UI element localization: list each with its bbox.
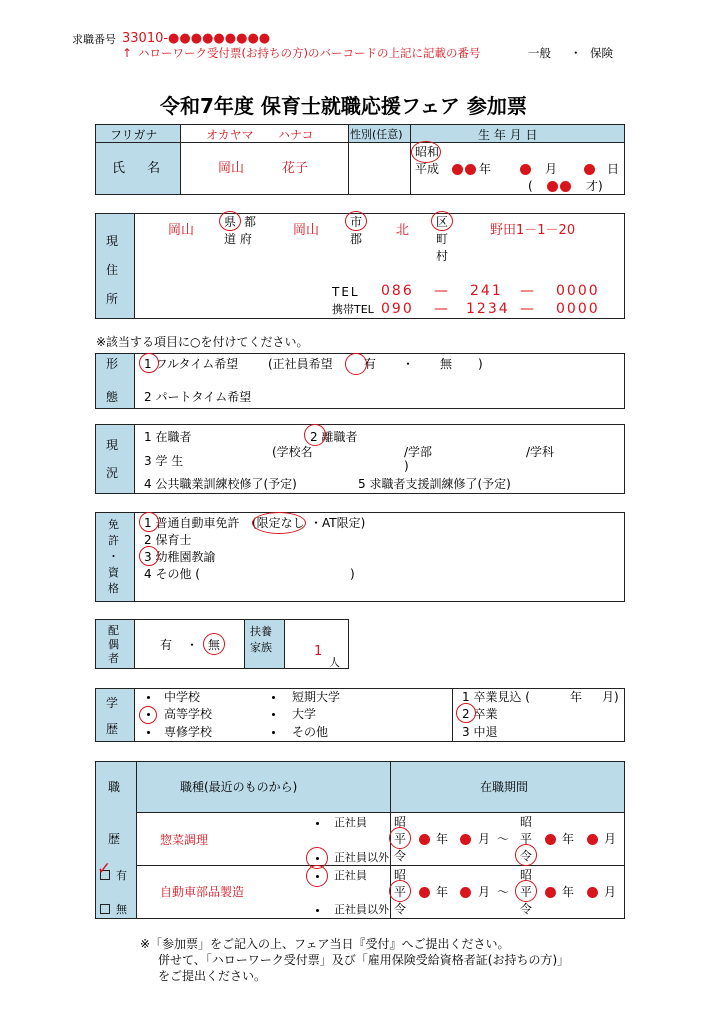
job-1-name: 惣菜調理	[160, 833, 209, 847]
edu-label-2: 歴	[106, 722, 119, 736]
dob-day-unit: 日	[607, 162, 620, 176]
license-label-5: 格	[108, 582, 119, 595]
job-2-non-regular: 正社員以外	[334, 903, 389, 916]
tel-part-1: 086	[381, 283, 414, 299]
dob-label: 生 年 月 日	[478, 128, 538, 142]
edu-school-6: その他	[292, 725, 329, 739]
form-label-2: 態	[106, 390, 119, 404]
work-label-1: 職	[108, 780, 121, 794]
edu-month: 月)	[602, 690, 619, 704]
license-at: ・AT限定)	[310, 516, 366, 530]
status-school: (学校名	[272, 445, 313, 459]
job-2-end-showa: 昭	[520, 868, 533, 882]
license-opt1: 1 普通自動車免許	[144, 516, 240, 530]
up-arrow-icon: ↑	[122, 46, 133, 60]
pref-dofu: 道 府	[224, 232, 252, 246]
job-1-start-year: 年	[436, 832, 449, 846]
regular-yes: 有	[364, 357, 377, 371]
job-1-end-month: 月	[604, 832, 617, 846]
tel-dash-2: —	[520, 283, 534, 299]
license-opt4-close: )	[350, 567, 355, 581]
name-label: 氏 名	[112, 161, 161, 176]
address-street: 野田1－1－20	[490, 223, 576, 238]
work-none-checkbox[interactable]	[100, 904, 110, 914]
mobile-part-1: 090	[381, 301, 414, 317]
pref-ken: 県	[224, 215, 237, 229]
address-city: 岡山	[293, 223, 320, 238]
footer-line-1: ※「参加票」をご記入の上、フェア当日『受付』へご提出ください。	[140, 937, 510, 951]
footer-line-2: 併せて、「ハローワーク受付票」及び「雇用保険受給資格者証(お持ちの方)」	[158, 953, 570, 967]
job-seeker-id-value: 33010-●●●●●●●●●	[122, 31, 271, 46]
edu-school-1: 中学校	[164, 690, 201, 704]
job-type-header: 職種(最近のものから)	[180, 780, 298, 794]
job-1-start-month: 月	[478, 832, 491, 846]
status-opt3: 3 学 生	[144, 454, 184, 468]
job-2-end-reiwa: 令	[520, 902, 533, 916]
footer-line-3: をご提出ください。	[158, 969, 267, 983]
edu-school-2: 高等学校	[164, 707, 213, 721]
address-prefecture: 岡山	[168, 223, 195, 238]
tel-dash-1: —	[434, 283, 448, 299]
status-close: )	[404, 459, 409, 473]
mobile-part-2: 1234	[466, 301, 510, 317]
dependents-label-1: 扶養	[250, 625, 272, 638]
edu-status-1: 1 卒業見込 (	[462, 690, 530, 704]
period-header: 在職期間	[480, 780, 529, 794]
spouse-yes: 有	[160, 638, 173, 652]
license-opt2: 2 保育士	[144, 533, 192, 547]
license-label-1: 免	[108, 518, 119, 531]
job-1-regular: 正社員	[334, 816, 367, 829]
spouse-label-1: 配	[108, 624, 119, 637]
job-2-start-heisei: 平	[394, 885, 407, 899]
dependents-label-2: 家族	[250, 641, 272, 654]
type-separator: ・	[570, 46, 582, 60]
edu-year: 年	[570, 690, 583, 704]
edu-status-2: 2 卒業	[462, 707, 498, 721]
ward-mura: 村	[436, 249, 449, 263]
dob-month-unit: 月	[545, 162, 558, 176]
tel-part-2: 241	[470, 283, 503, 299]
address-label-1: 現	[106, 234, 119, 248]
job-1-non-regular: 正社員以外	[334, 851, 389, 864]
tel-part-3: 0000	[556, 283, 600, 299]
status-dept: /学科	[526, 445, 555, 459]
regular-dot: ・	[402, 357, 415, 371]
work-label-2: 歴	[108, 832, 121, 846]
form-opt1: 1 フルタイム希望	[144, 357, 239, 371]
work-has-checkmark: ✓	[97, 859, 112, 879]
mobile-dash-2: —	[520, 301, 534, 317]
address-ward: 北	[396, 223, 410, 238]
edu-school-3: 専修学校	[164, 725, 213, 739]
status-label-2: 況	[106, 466, 119, 480]
family-name: 岡山	[218, 161, 245, 176]
job-2-regular: 正社員	[334, 869, 367, 882]
address-label-2: 住	[106, 263, 119, 277]
status-label-1: 現	[106, 438, 119, 452]
era-heisei: 平成	[415, 162, 440, 176]
spouse-dot: ・	[186, 638, 199, 652]
edu-school-4: 短期大学	[292, 690, 341, 704]
gender-label: 性別(任意)	[350, 128, 403, 141]
id-note: ハローワーク受付票(お持ちの方)のバーコードの上記に記載の番号	[138, 46, 481, 60]
license-label-4: 資	[108, 566, 119, 579]
job-2-name: 自動車部品製造	[160, 885, 245, 899]
city-gun: 郡	[350, 232, 363, 246]
form-opt2: 2 パートタイム希望	[144, 390, 252, 404]
job-1-end-showa: 昭	[520, 815, 533, 829]
job-1-end-year: 年	[562, 832, 575, 846]
job-1-end-heisei: 平	[520, 832, 533, 846]
edu-status-3: 3 中退	[462, 725, 498, 739]
form-label-1: 形	[106, 357, 119, 371]
license-label-2: 許	[108, 534, 119, 547]
edu-school-5: 大学	[292, 707, 317, 721]
job-1-tilde: ～	[497, 832, 510, 846]
status-opt2: 2 離職者	[310, 430, 358, 444]
job-2-tilde: ～	[497, 885, 510, 899]
spouse-label-2: 偶	[108, 638, 119, 651]
era-showa: 昭和	[415, 145, 440, 159]
age-open: (	[528, 179, 533, 193]
mobile-label: 携帯TEL	[332, 303, 374, 316]
regular-close: )	[478, 357, 483, 371]
job-2-start-year: 年	[436, 885, 449, 899]
job-2-end-heisei: 平	[520, 885, 533, 899]
type-insurance: 保険	[590, 46, 613, 60]
edu-label-1: 学	[106, 696, 119, 710]
dob-year-unit: 年	[479, 162, 492, 176]
spouse-no: 無	[208, 638, 221, 652]
job-2-end-year: 年	[562, 885, 575, 899]
job-2-end-month: 月	[604, 885, 617, 899]
status-opt5: 5 求職者支援訓練修了(予定)	[358, 477, 511, 491]
furigana-family: オカヤマ	[206, 128, 254, 142]
spouse-label-3: 者	[108, 652, 119, 665]
page-title: 令和7年度 保育士就職応援フェア 参加票	[160, 94, 527, 118]
job-1-start-heisei: 平	[394, 832, 407, 846]
status-faculty: /学部	[404, 445, 433, 459]
job-1-start-reiwa: 令	[394, 849, 407, 863]
job-1-start-showa: 昭	[394, 815, 407, 829]
job-1-end-reiwa: 令	[520, 849, 533, 863]
license-opt3: 3 幼稚園教諭	[144, 550, 216, 564]
status-opt1: 1 在職者	[144, 430, 192, 444]
license-opt4: 4 その他 (	[144, 567, 200, 581]
age-close: 才)	[586, 179, 603, 193]
regular-wish: (正社員希望	[268, 357, 333, 371]
license-unlimited: (限定なし	[252, 516, 305, 530]
regular-no: 無	[440, 357, 453, 371]
license-label-3: ・	[108, 550, 119, 563]
era-showa-circle	[411, 141, 441, 163]
type-general: 一般	[528, 46, 551, 60]
city-shi: 市	[350, 215, 363, 229]
job-2-start-month: 月	[478, 885, 491, 899]
job-2-start-reiwa: 令	[394, 902, 407, 916]
mobile-part-3: 0000	[556, 301, 600, 317]
ward-ku: 区	[436, 215, 449, 229]
address-label-3: 所	[106, 292, 119, 306]
ward-machi: 町	[436, 232, 449, 246]
dependents-unit: 人	[329, 656, 340, 669]
furigana-given: ハナコ	[278, 128, 314, 142]
furigana-label: フリガナ	[110, 128, 158, 142]
dependents-value: 1	[314, 644, 323, 659]
work-has-label: 有	[116, 869, 127, 882]
job-seeker-id-label: 求職番号	[72, 33, 116, 46]
status-opt4: 4 公共職業訓練校修了(予定)	[144, 477, 297, 491]
job-2-start-showa: 昭	[394, 868, 407, 882]
instruction: ※該当する項目に○を付けてください。	[96, 335, 309, 349]
work-none-label: 無	[116, 903, 127, 916]
given-name: 花子	[282, 161, 309, 176]
pref-to: 都	[244, 215, 257, 229]
mobile-dash-1: —	[434, 301, 448, 317]
tel-label: TEL	[332, 285, 360, 299]
